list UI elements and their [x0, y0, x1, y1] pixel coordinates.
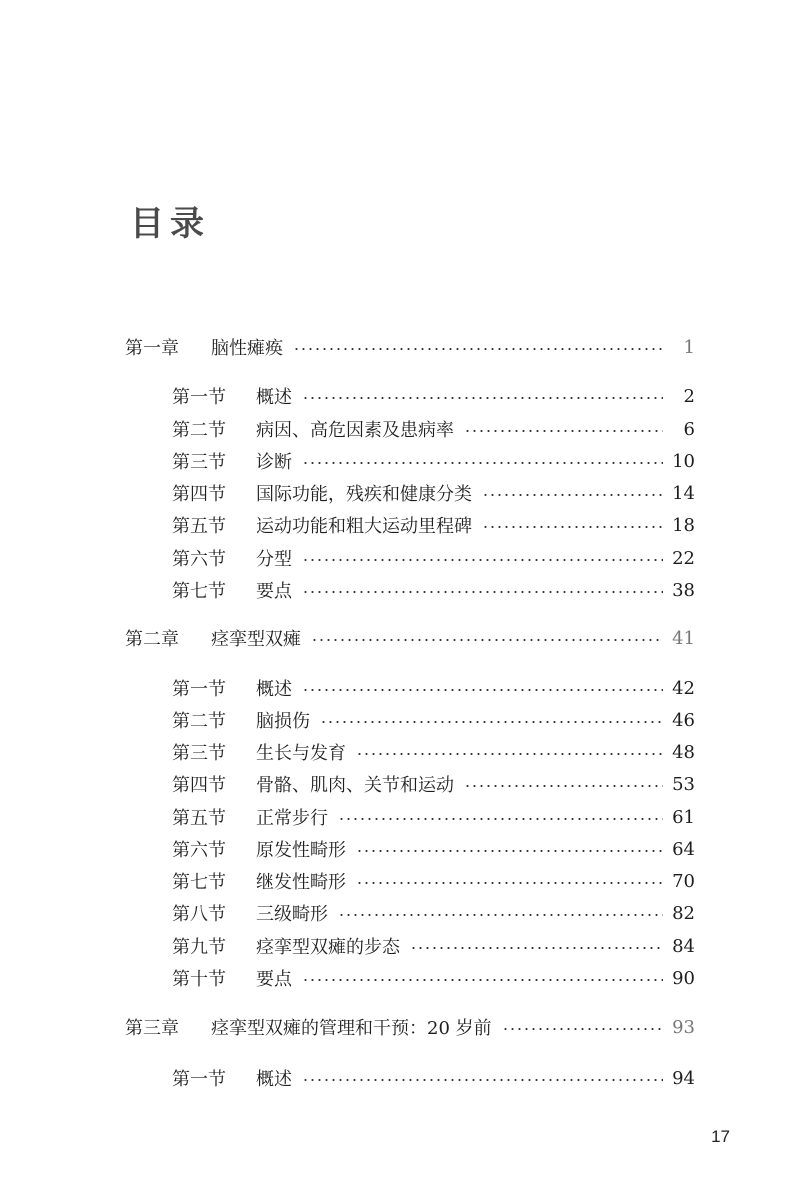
section-number: 第六节 — [172, 549, 226, 570]
section-title: 运动功能和粗大运动里程碑 — [256, 516, 472, 537]
section-title: 原发性畸形 — [256, 840, 346, 861]
page-ref: 90 — [672, 967, 695, 989]
section-title: 三级畸形 — [256, 904, 328, 925]
section-number: 第九节 — [172, 937, 226, 958]
toc-section-entry[interactable] — [172, 898, 695, 928]
section-number: 第一节 — [172, 387, 226, 408]
dot-leader — [302, 979, 663, 981]
dot-leader — [482, 494, 663, 496]
dot-leader — [338, 914, 663, 916]
section-number: 第七节 — [172, 872, 226, 893]
page-ref: 82 — [672, 902, 695, 924]
section-title: 概述 — [256, 387, 292, 408]
section-title: 脑损伤 — [256, 711, 310, 732]
page-ref: 42 — [672, 677, 695, 699]
page-ref: 64 — [672, 838, 695, 860]
toc-section-entry[interactable] — [172, 834, 695, 864]
section-number: 第四节 — [172, 484, 226, 505]
section-title: 要点 — [256, 969, 292, 990]
toc-section-entry[interactable] — [172, 769, 695, 799]
section-title: 概述 — [256, 679, 292, 700]
toc-section-entry[interactable] — [172, 866, 695, 896]
chapter-number: 第三章 — [125, 1018, 179, 1039]
dot-leader — [356, 882, 663, 884]
dot-leader — [302, 462, 663, 464]
section-title: 诊断 — [256, 452, 292, 473]
section-title: 正常步行 — [256, 808, 328, 829]
page-ref: 22 — [672, 547, 695, 569]
section-title: 分型 — [256, 549, 292, 570]
dot-leader — [502, 1028, 663, 1030]
dot-leader — [302, 689, 663, 691]
page-ref: 93 — [672, 1016, 695, 1038]
dot-leader — [338, 818, 663, 820]
toc-chapter-entry[interactable] — [125, 332, 695, 362]
section-title: 要点 — [256, 581, 292, 602]
chapter-number: 第二章 — [125, 629, 179, 650]
toc-section-entry[interactable] — [172, 737, 695, 767]
page-ref: 84 — [672, 935, 695, 957]
chapter-title: 痉挛型双瘫 — [211, 629, 301, 650]
page-ref: 48 — [672, 741, 695, 763]
section-title: 病因、高危因素及患病率 — [256, 420, 454, 441]
dot-leader — [482, 526, 663, 528]
section-title: 继发性畸形 — [256, 872, 346, 893]
chapter-number: 第一章 — [125, 338, 179, 359]
section-number: 第三节 — [172, 743, 226, 764]
section-number: 第十节 — [172, 969, 226, 990]
dot-leader — [356, 753, 663, 755]
dot-leader — [356, 850, 663, 852]
toc-section-entry[interactable] — [172, 510, 695, 540]
page-ref: 10 — [672, 450, 695, 472]
dot-leader — [311, 639, 663, 641]
page-ref: 53 — [672, 773, 695, 795]
toc-section-entry[interactable] — [172, 543, 695, 573]
toc-section-entry[interactable] — [172, 705, 695, 735]
page-ref: 46 — [672, 709, 695, 731]
section-number: 第七节 — [172, 581, 226, 602]
page-ref: 61 — [672, 806, 695, 828]
page-ref: 94 — [672, 1067, 695, 1089]
page-ref: 70 — [672, 870, 695, 892]
toc-section-entry[interactable] — [172, 1063, 695, 1093]
page-ref: 2 — [683, 385, 695, 407]
section-number: 第八节 — [172, 904, 226, 925]
dot-leader — [302, 559, 663, 561]
chapter-title: 脑性瘫痪 — [211, 338, 283, 359]
toc-section-entry[interactable] — [172, 575, 695, 605]
toc-section-entry[interactable] — [172, 673, 695, 703]
toc-section-entry[interactable] — [172, 802, 695, 832]
page-ref: 41 — [672, 627, 695, 649]
dot-leader — [320, 721, 663, 723]
toc-section-entry[interactable] — [172, 381, 695, 411]
section-number: 第三节 — [172, 452, 226, 473]
page-ref: 18 — [672, 514, 695, 536]
page-ref: 6 — [683, 418, 695, 440]
toc-chapter-entry[interactable] — [125, 1012, 695, 1042]
section-number: 第二节 — [172, 711, 226, 732]
toc-section-entry[interactable] — [172, 963, 695, 993]
page-number: 17 — [711, 1127, 730, 1146]
section-title: 国际功能，残疾和健康分类 — [256, 484, 472, 505]
section-number: 第五节 — [172, 516, 226, 537]
dot-leader — [302, 397, 663, 399]
dot-leader — [302, 591, 663, 593]
section-number: 第六节 — [172, 840, 226, 861]
toc-section-entry[interactable] — [172, 478, 695, 508]
dot-leader — [302, 1079, 663, 1081]
page-ref: 38 — [672, 579, 695, 601]
section-number: 第一节 — [172, 1069, 226, 1090]
dot-leader — [464, 785, 663, 787]
chapter-title: 痉挛型双瘫的管理和干预：20 岁前 — [211, 1018, 492, 1039]
dot-leader — [293, 348, 663, 350]
section-title: 概述 — [256, 1069, 292, 1090]
section-title: 痉挛型双瘫的步态 — [256, 937, 400, 958]
page-ref: 14 — [672, 482, 695, 504]
dot-leader — [464, 430, 663, 432]
toc-section-entry[interactable] — [172, 446, 695, 476]
section-number: 第二节 — [172, 420, 226, 441]
dot-leader — [410, 947, 663, 949]
section-title: 生长与发育 — [256, 743, 346, 764]
toc-section-entry[interactable] — [172, 414, 695, 444]
section-number: 第一节 — [172, 679, 226, 700]
toc-chapter-entry[interactable] — [125, 623, 695, 653]
toc-title: 目录 — [130, 204, 210, 244]
toc-section-entry[interactable] — [172, 931, 695, 961]
page-ref: 1 — [683, 336, 695, 358]
section-number: 第四节 — [172, 775, 226, 796]
section-number: 第五节 — [172, 808, 226, 829]
section-title: 骨骼、肌肉、关节和运动 — [256, 775, 454, 796]
